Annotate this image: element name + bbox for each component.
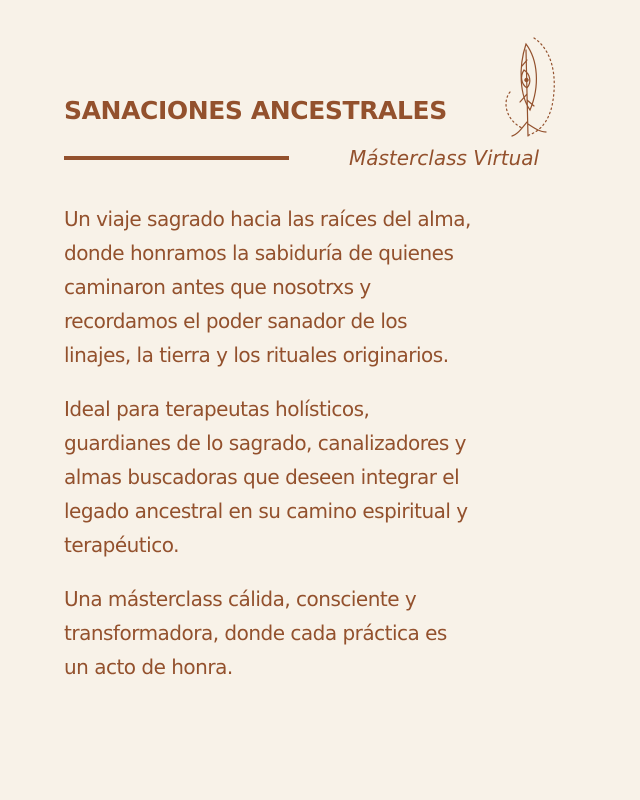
paragraph-line: Una másterclass cálida, consciente y (64, 587, 417, 611)
paragraph-line: un acto de honra. (64, 655, 233, 679)
paragraph-line: guardianes de lo sagrado, canalizadores y (64, 431, 466, 455)
paragraph-line: donde honramos la sabiduría de quienes (64, 241, 454, 265)
paragraph-line: legado ancestral en su camino espiritual y (64, 499, 468, 523)
paragraph-line: Un viaje sagrado hacia las raíces del alma, (64, 207, 471, 231)
paragraph-intro (64, 202, 604, 372)
feather-icon (496, 36, 568, 140)
page-subtitle: Másterclass Virtual (349, 146, 540, 170)
paragraph-line: caminaron antes que nosotrxs y (64, 275, 371, 299)
paragraph-line: transformadora, donde cada práctica es (64, 621, 447, 645)
paragraph-line: almas buscadoras que deseen integrar el (64, 465, 460, 489)
body-text (64, 202, 604, 704)
paragraph-line: recordamos el poder sanador de los (64, 309, 408, 333)
page-title: SANACIONES ANCESTRALES (64, 96, 447, 125)
paragraph-line: Ideal para terapeutas holísticos, (64, 397, 370, 421)
paragraph-line: linajes, la tierra y los rituales originarios. (64, 343, 449, 367)
paragraph-line: terapéutico. (64, 533, 179, 557)
title-underline (64, 156, 289, 160)
paragraph-audience (64, 392, 604, 562)
paragraph-closing (64, 582, 604, 684)
